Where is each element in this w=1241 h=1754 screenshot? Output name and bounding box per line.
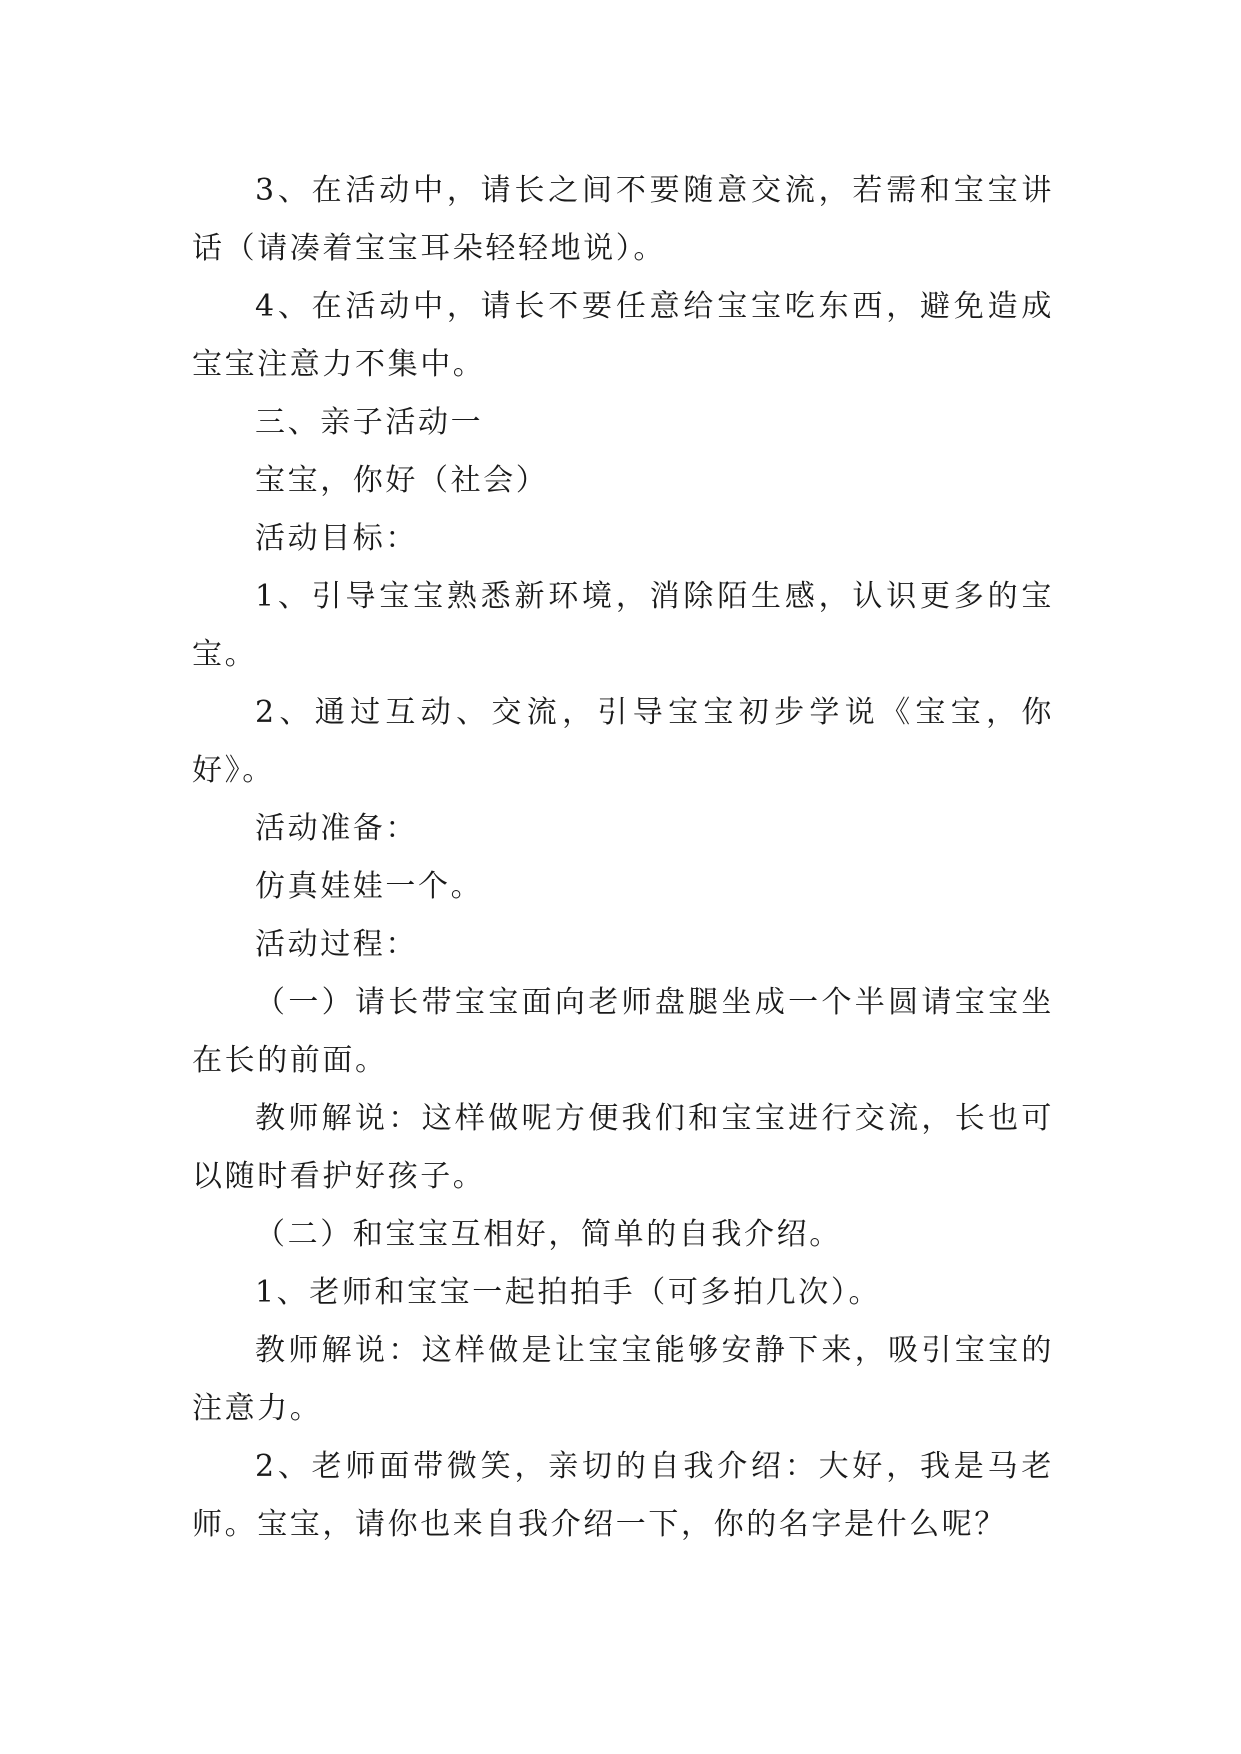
- goal-item-2: 2、通过互动、交流，引导宝宝初步学说《宝宝，你好》。: [192, 695, 1054, 788]
- process-heading: 活动过程：: [255, 927, 418, 962]
- teacher-note-1: 教师解说：这样做呢方便我们和宝宝进行交流，长也可以随时看护好孩子。: [192, 1101, 1054, 1194]
- process-step-2: （二）和宝宝互相好，简单的自我介绍。: [255, 1217, 842, 1252]
- paragraph-rule-4: 4、在活动中，请长不要任意给宝宝吃东西，避免造成宝宝注意力不集中。: [192, 289, 1054, 382]
- preparation-item: 仿真娃娃一个。: [255, 869, 484, 904]
- process-substep-1: 1、老师和宝宝一起拍拍手（可多拍几次）。: [255, 1275, 882, 1310]
- document-body: [192, 162, 1054, 1554]
- process-substep-2: 2、老师面带微笑，亲切的自我介绍：大好，我是马老师。宝宝，请你也来自我介绍一下，你的名字是什么呢？: [192, 1449, 1054, 1542]
- goals-heading: 活动目标：: [255, 521, 418, 556]
- teacher-note-2: 教师解说：这样做是让宝宝能够安静下来，吸引宝宝的注意力。: [192, 1333, 1054, 1426]
- preparation-heading: 活动准备：: [255, 811, 418, 846]
- process-step-1: （一）请长带宝宝面向老师盘腿坐成一个半圆请宝宝坐在长的前面。: [192, 985, 1054, 1078]
- section-heading: 三、亲子活动一: [255, 405, 484, 440]
- goal-item-1: 1、引导宝宝熟悉新环境，消除陌生感，认识更多的宝宝。: [192, 579, 1054, 672]
- paragraph-rule-3: 3、在活动中，请长之间不要随意交流，若需和宝宝讲话（请凑着宝宝耳朵轻轻地说）。: [192, 173, 1054, 266]
- activity-title: 宝宝，你好（社会）: [255, 463, 549, 498]
